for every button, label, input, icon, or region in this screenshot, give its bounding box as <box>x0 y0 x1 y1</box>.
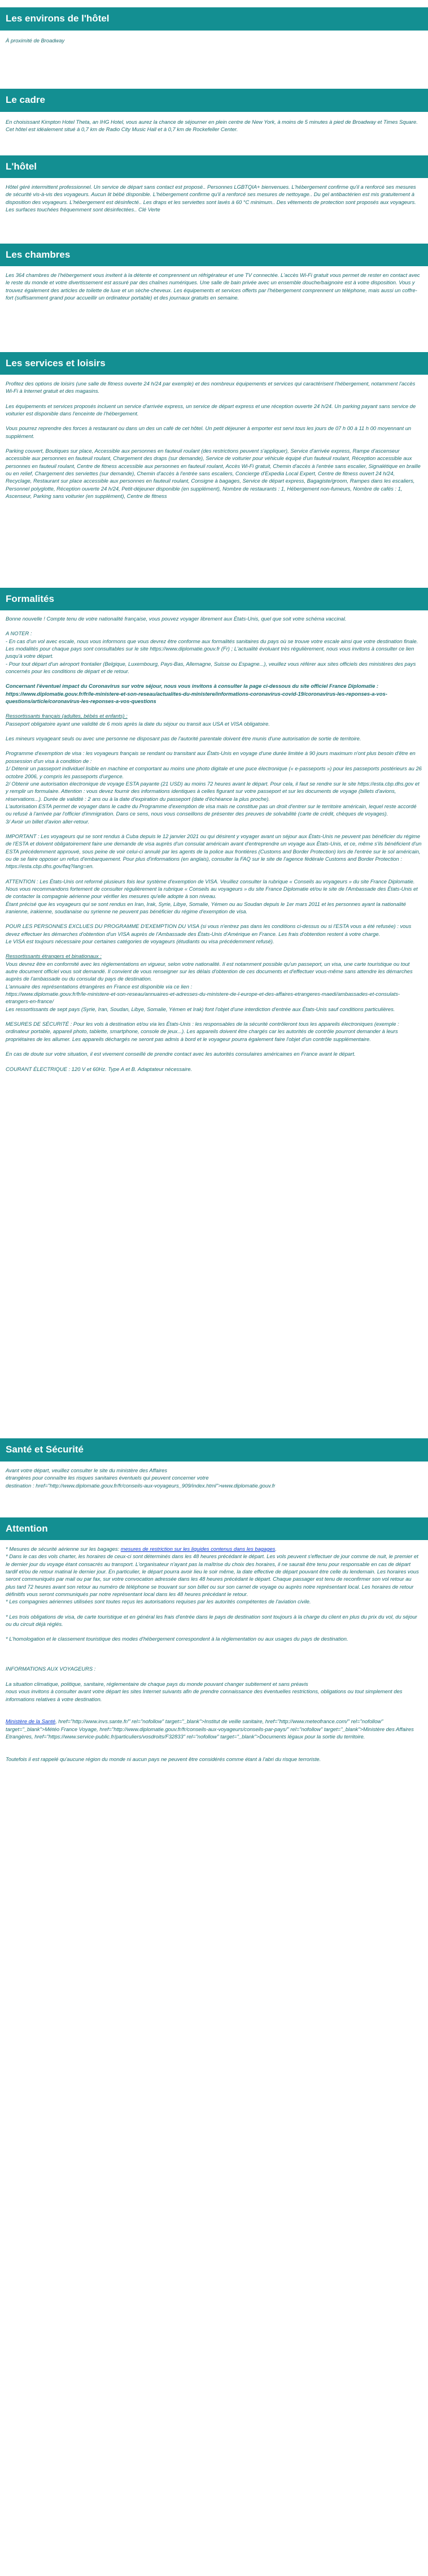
section-body-services <box>0 375 428 577</box>
paragraph: A NOTER : - En cas d'un vol avec escale, nous vous informons que vous devrez être conforme aux formalités sanitaires du pays où se trouve votre escale ainsi que votre destination finale. Les modalités pour chaque pays sont consultables sur le site https://www.diplomatie.gouv.fr (Fr) ; L'actualité évoluant très régulièrement, nous vous invitons à consulter ce lien jusqu'à votre départ. - Pour tout départ d'un aéroport frontalier (Belgique, Luxembourg, Pays-Bas, Allemagne, Suisse ou Espagne...), veuillez vous référer aux sites officiels des ministères des pays concernés pour les conditions de départ et de retour. <box>6 630 418 675</box>
paragraph: Vous devrez être en conformité avec les réglementations en vigueur, selon votre nationalité. Il est notamment possible qu'un passeport, un visa, une carte touristique ou tout autre document officiel vous soit demandé. Il convient de vous renseigner sur les délais d'obtention de ces documents et d'effectuer vous-même sans attendre les démarches auprès de l'ambassade ou du consulat du pays de destination. L'annuaire des représentations étrangères en France est disponible via ce lien : https://www.diplomatie.gouv.fr/fr/le-ministere-et-son-reseau/annuaires-et-adresses-du-ministere-de-l-europe-et-des-affaires-etrangeres-maedi/ambassades-et-consulats-etrangers-en-france/ Les ressortissants de sept pays (Syrie, Iran, Soudan, Libye, Somalie, Yémen et Irak) font l'objet d'une interdiction d'entrée aux États-Unis sauf conditions particulières. <box>6 960 413 1012</box>
paragraph-text: Toutefois il est rappelé qu'aucune région du monde ni aucun pays ne peuvent être considérés comme étant à l'abri du risque terroriste. <box>6 1755 321 1762</box>
paragraph-text: . * Dans le cas des vols charter, les horaires de ceux-ci sont déterminés dans les 48 heures précédant le départ. Les vols peuvent s'effectuer de jour comme de nuit, le premier et le dernier jour du voyage étant consacrés au transport. L'organisateur n'ayant pas la maîtrise du choix des horaires, il ne saurait être tenu pour responsable en cas de départ tardif et/ou de retour matinal le dernier jour. En particulier, le départ pourra avoir lieu le soir même, la date effective de départ pouvant être celle du lendemain. Les horaires vous seront communiqués par mail ou par fax, sur votre convocation adressée dans les 48 heures précédant le départ. Chaque passager est tenu de reconfirmer son vol retour au plus tard 72 heures avant son retour au numéro de téléphone se trouvant sur son billet ou sur son carnet de voyage ou auprès notre représentant local. Les horaires de retour définitifs vous seront communiqués par notre représentant local dans les 48 heures précédant le retour. * Les compagnies aériennes utilisées sont toutes reçus les autorisations requises par les autorités compétentes de l'aviation civile. <box>6 1546 419 1605</box>
section-title-services: Les services et loisirs <box>6 357 106 368</box>
paragraph-text: * L'homologation et le classement touristique des modes d'hébergement correspondent à la réglementation ou aux usages du pays de destination. <box>6 1636 348 1642</box>
section-paragraphs-sante <box>6 1467 422 1489</box>
paragraph: Bonne nouvelle ! Compte tenu de votre nationalité française, vous pouvez voyager librement aux États-Unis, quel que soit votre schéma vaccinal. <box>6 615 347 622</box>
paragraph: Vous pourrez reprendre des forces à restaurant ou dans un des un café de cet hôtel. Un petit déjeuner à emporter est servi tous les jours de 07 h 00 à 11 h 00 moyennant un supplément. <box>6 425 412 439</box>
section-title-attention: Attention <box>6 1523 48 1534</box>
paragraph: À proximité de Broadway <box>6 37 65 44</box>
paragraph <box>6 1545 422 1606</box>
paragraph: En cas de doute sur votre situation, il est vivement conseillé de prendre contact avec les autorités consulaires américaines en France avant le départ. <box>6 1051 356 1057</box>
section-body-cadre <box>0 112 428 146</box>
section-header-hotel <box>0 155 428 178</box>
paragraph <box>6 1650 422 1673</box>
section-paragraphs-hotel <box>6 183 422 213</box>
subheading: Ressortissants étrangers et binationaux : <box>6 953 102 960</box>
paragraph: ATTENTION : Les États-Unis ont reformé plusieurs fois leur système d'exemption de VISA. Veuillez consulter la rubrique « Conseils au voyageurs » du site France Diplomatie. Nous vous recommandons fortement de consulter régulièrement la rubrique « Conseils au voyageurs » du site France Diplomatie et/ou le site de l'Ambassade des États-Unis et de contacter la compagnie aérienne pour vérifier les mesures qu'elle adopte à son niveau. Étant précisé que les voyageurs qui se sont rendus en Iran, Irak, Syrie, Libye, Somalie, Yémen ou au Soudan depuis le 1er mars 2011 et les personnes ayant la nationalité iranienne, irakienne, soudanaise ou syrienne ne peuvent pas bénéficier du régime d'exemption de visa. <box>6 878 418 914</box>
section-header-formalites <box>0 588 428 610</box>
inline-link[interactable]: mesures de restriction sur les liquides contenus dans les bagages <box>120 1546 276 1552</box>
paragraph: Les mineurs voyageant seuls ou avec une personne ne disposant pas de l'autorité parentale doivent être munis d'une autorisation de sortie de territoire. <box>6 735 361 742</box>
section-title-environs: Les environs de l'hôtel <box>6 13 110 24</box>
paragraph: Passeport obligatoire ayant une validité de 6 mois après la date du séjour ou transit aux USA et VISA obligatoire. <box>6 720 270 727</box>
section-title-cadre: Le cadre <box>6 94 45 106</box>
section-body-environs <box>0 31 428 51</box>
paragraph <box>6 1680 422 1703</box>
section-title-hotel: L'hôtel <box>6 161 37 172</box>
section-paragraphs-formalites <box>6 615 422 1073</box>
section-header-environs <box>0 7 428 31</box>
section-body-formalites <box>0 610 428 1436</box>
section-header-chambres <box>0 244 428 266</box>
section-body-sante <box>0 1462 428 1501</box>
paragraph: Parking couvert, Boutiques sur place, Accessible aux personnes en fauteuil roulant (des restrictions peuvent s'appliquer), Service d'arrivée express, Rampe d'ascenseur accessible aux personnes en fauteuil roulant, Chargement des draps (sur demande), Service de voiturier pour véhicule équipé d'un fauteuil roulant, Réception accessible aux personnes en fauteuil roulant, Centre de fitness accessible aux personnes en fauteuil roulant, Accès Wi-Fi gratuit, Chemin d'accès à l'entrée sans escalier, Signalétique en braille ou en relief, Chargement des serviettes (sur demande), Chemin d'accès à l'entrée sans escaliers, Concierge d'Expedia Local Expert, Centre de fitness ouvert 24 h/24, Recyclage, Restaurant sur place accessible aux personnes en fauteuil roulant, Consigne à bagages, Service de départ express, Bagagiste/groom, Rampes dans les escaliers, Personnel polyglotte, Réception ouverte 24 h/24, Petit-déjeuner disponible (en supplément), Nombre de restaurants : 1, Hébergement non-fumeurs, Nombre de cafés : 1, Ascenseur, Parking sans voiturier (en supplément), Centre de fitness <box>6 448 421 500</box>
paragraph: POUR LES PERSONNES EXCLUES DU PROGRAMME D'EXEMPTION DU VISA (si vous n'entrez pas dans les conditions ci-dessus ou si l'ESTA vous a été refusée) : vous devez effectuer les démarches d'obtention d'un VISA auprès de l'Ambassade des États-Unis d'Amérique en France. Les frais d'obtention restent à votre charge. Le VISA est toujours nécessaire pour certaines catégories de voyageurs (étudiants ou visa précédemment refusé). <box>6 923 412 945</box>
section-header-attention <box>0 1517 428 1540</box>
paragraph: MESURES DE SÉCURITÉ : Pour les vols à destination et/ou via les États-Unis : les responsables de la sécurité contrôleront tous les appareils électroniques (exemple : ordinateur portable, appareil photo, tablette, smartphone, console de jeux...). Les appareils doivent être chargés car les autorités de contrôle pourront demander à leurs propriétaires de les allumer. Les appareils déchargés ne seront pas admis à bord et le voyageur pourra également faire l'objet d'un contrôle supplémentaire. <box>6 1021 399 1042</box>
paragraph: Les 364 chambres de l'hébergement vous invitent à la détente et comprennent un réfrigérateur et une TV connectée. L'accès Wi-Fi gratuit vous permet de rester en contact avec le reste du monde et votre divertissement est assuré par des chaînes numériques. Une salle de bain privée avec un ensemble douche/baignoire est à votre disposition. Vous y trouvez également des articles de toilette de luxe et un sèche-cheveux. Les équipements et services offerts par l'hébergement comprennent un téléphone, mais aussi un coffre-fort (suffisamment grand pour accueillir un ordinateur portable) et des journaux gratuits en semaine. <box>6 272 420 301</box>
page <box>0 7 428 1885</box>
section-paragraphs-cadre <box>6 118 422 133</box>
paragraph: Les équipements et services proposés incluent un service d'arrivée express, un service de départ express et une réception ouverte 24 h/24. Un parking payant sans service de voiturier est disponible dans l'enceinte de l'hébergement. <box>6 402 416 417</box>
paragraph: Profitez des options de loisirs (une salle de fitness ouverte 24 h/24 par exemple) et des nombreux équipements et services qui caractérisent l'hébergement, notamment l'accès Wi-Fi à Internet gratuit et des magasins. <box>6 380 416 394</box>
paragraph-text: La situation climatique, politique, sanitaire, réglementaire de chaque pays du monde pouvant changer subitement et sans préavis nous vous invitons à consulter avant votre départ les sites Internet suivants afin de prendre connaissance des éventuelles restrictions, obligations ou tout simplement des informations relatives à votre destination. <box>6 1680 403 1702</box>
paragraph <box>6 1635 422 1642</box>
paragraph: En choisissant Kimpton Hotel Theta, an IHG Hotel, vous aurez la chance de séjourner en plein centre de New York, à moins de 5 minutes à pied de Broadway et Times Square. Cet hôtel est idéalement situé à 0,7 km de Radio City Music Hall et à 0,7 km de Rockefeller Center. <box>6 119 418 133</box>
section-header-cadre <box>0 89 428 112</box>
section-title-sante: Santé et Sécurité <box>6 1444 84 1455</box>
section-paragraphs-environs <box>6 37 422 44</box>
section-paragraphs-attention <box>6 1545 422 1763</box>
section-paragraphs-chambres <box>6 271 422 301</box>
paragraph-text: * Mesures de sécurité aérienne sur les bagages: <box>6 1546 121 1552</box>
paragraph: Concernant l'éventuel impact du Coronavirus sur votre séjour, nous vous invitons à consulter la page ci-dessous du site officiel France Diplomatie : https://www.diplomatie.gouv.fr/fr/le-ministere-et-son-reseau/actualites-du-ministere/informations-coronavirus-covid-19/coronavirus-les-reponses-a-vos-questions/article/coronavirus-les-reponses-a-vos-questions <box>6 683 387 705</box>
section-body-chambres <box>0 266 428 327</box>
section-title-formalites: Formalités <box>6 593 54 604</box>
section-header-sante <box>0 1438 428 1462</box>
subheading: Ressortissants français (adultes, bébés et enfants) : <box>6 713 128 719</box>
paragraph: COURANT ÉLECTRIQUE : 120 V et 60Hz. Type A et B. Adaptateur nécessaire. <box>6 1065 193 1072</box>
paragraph: Programme d'exemption de visa : les voyageurs français se rendant ou transitant aux États-Unis en voyage d'une durée limitée à 90 jours maximum n'ont plus besoin d'être en possession d'un visa à condition de : 1/ Détenir un passeport individuel lisible en machine et comportant au moins une photo digitale et une puce électronique (« e-passeports ») pour les passeports postérieurs au 26 octobre 2006, y compris les passeports d'urgence. 2/ Obtenir une autorisation électronique de voyage ESTA payante (21 USD) au moins 72 heures avant le départ. Pour cela, il faut se rendre sur le site https://esta.cbp.dhs.gov et y remplir un formulaire. Attention : vous devez fournir des informations identiques à celles figurant sur votre passeport et sur les documents de voyage (billets d'avions, réservations...). Durée de validité : 2 ans ou à la date d'expiration du passeport (date d'échéance la plus proche). L'autorisation ESTA permet de voyager dans le cadre du Programme d'exemption de visa mais ne constitue pas un droit d'entrer sur le territoire américain, lequel reste accordé ou refusé à l'arrivée par l'officier d'immigration. Dans ce sens, nous vous conseillons de présenter des preuves de solvabilité (carte de crédit, chèques de voyages). 3/ Avoir un billet d'avion aller-retour. <box>6 750 422 825</box>
section-body-attention <box>0 1540 428 1885</box>
paragraph: IMPORTANT : Les voyageurs qui se sont rendus à Cuba depuis le 12 janvier 2021 ou qui désirent y voyager avant un séjour aux États-Unis ne peuvent pas bénéficier du régime de l'ESTA et doivent obligatoirement faire une demande de visa auprès d'un consulat américain avant d'entreprendre un voyage aux États-Unis, et ce, même s'ils bénéficient d'un ESTA précédemment approuvé, sous peine de voir celui-ci annulé par les agents de la police aux frontières (Customs and Border Protection) lors de l'entrée sur le sol américain, ou de se faire opposer un refus d'embarquement. Pour plus d'informations (en anglais), consulter la FAQ sur le site de l'agence fédérale Customs and Border Protection : https://esta.cbp.dhs.gov/faq?lang=en. <box>6 832 422 870</box>
paragraph <box>6 1613 422 1628</box>
paragraph-text: , href="http://www.invs.sante.fr/" rel="nofollow" target="_blank">Institut de veille sanitaire, href="http://www.meteofrance.com/" rel="nofollow" target="_blank">Météo France Voyage, href="http://www.diplomatie.gouv.fr/fr/conseils-aux-voyageurs/conseils-par-pays/" rel="nofollow" target="_blank">Ministère des Affaires Etrangères, href="https://www.service-public.fr/particuliers/vosdroits/F32833" rel="nofollow" target="_blank">Documents légaux pour la sortie du territoire. <box>6 1718 414 1740</box>
paragraph <box>6 1747 422 1763</box>
paragraph-text: INFORMATIONS AUX VOYAGEURS : <box>6 1666 96 1672</box>
section-body-hotel <box>0 178 428 232</box>
section-paragraphs-services <box>6 380 422 500</box>
paragraph: Avant votre départ, veuillez consulter le site du ministère des Affaires étrangères pour connaître les risques sanitaires éventuels qui peuvent concerner votre destination : href="http://www.diplomatie.gouv.fr/fr/conseils-aux-voyageurs_909/index.html">www.diplomatie.gouv.fr <box>6 1467 276 1489</box>
section-header-services <box>0 352 428 375</box>
paragraph <box>6 1710 422 1740</box>
paragraph-text: * Les trois obligations de visa, de carte touristique et en général les frais d'entrée dans le pays de destination sont toujours à la charge du client en plus du prix du vol, du séjour ou du circuit déjà réglés. <box>6 1613 417 1628</box>
section-title-chambres: Les chambres <box>6 249 71 260</box>
inline-link[interactable]: Ministère de la Santé <box>6 1718 56 1725</box>
paragraph: Hôtel géré intermittent professionnel. Un service de départ sans contact est proposé.. Personnes LGBTQIA+ bienvenues. L'hébergement confirme qu'il a renforcé ses mesures de sécurité vis-à-vis des voyageurs. Aucun lit bébé disponible. L'hébergement confirme qu'il a renforcé ses mesures de nettoyage.. Du gel antibactérien est mis gratuitement à disposition des voyageurs. L'hébergement est désinfecté.. Les draps et les serviettes sont lavés à 60 °C minimum.. Des vêtements de protection sont proposés aux voyageurs. Les surfaces touchées fréquemment sont désinfectées.. Clé Verte <box>6 184 416 213</box>
